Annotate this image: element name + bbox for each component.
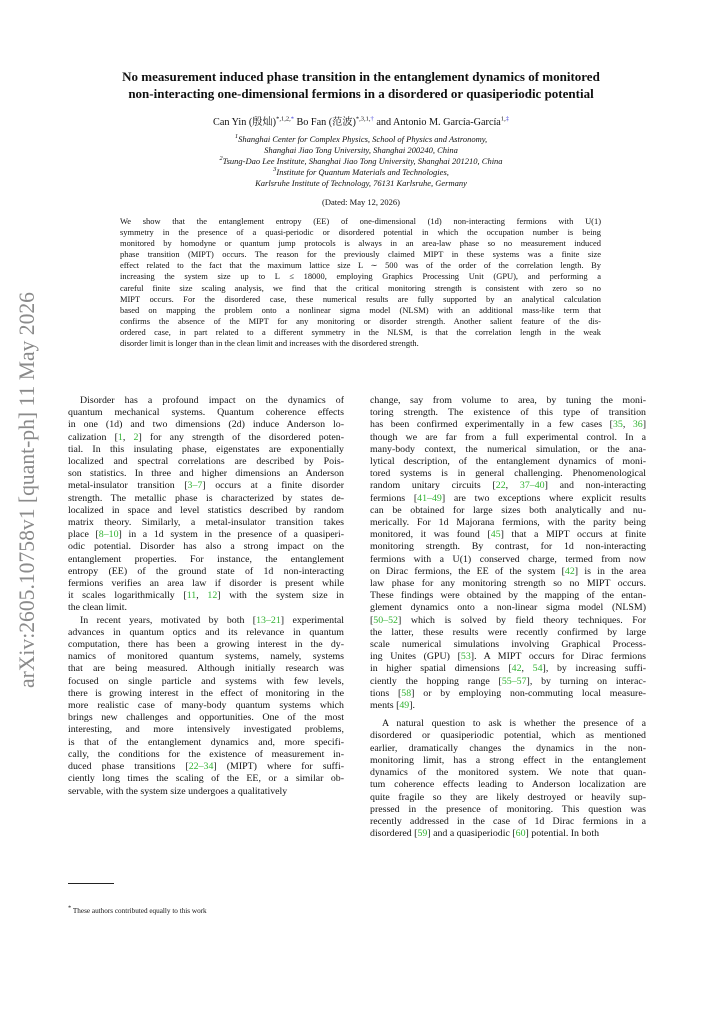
- body-column-right: [370, 395, 646, 840]
- body-text-line: random unitary circuits [22, 37–40] and non-interacting: [370, 480, 646, 492]
- body-text-line: the clean limit.: [68, 602, 127, 614]
- body-text-line: quantum mechanical systems. Quantum coherence effects: [68, 407, 344, 419]
- body-text-line: monitoring limit, has a strong effect in the entanglement: [370, 754, 646, 766]
- citation-link[interactable]: 3–7: [187, 480, 203, 492]
- body-text-line: localized and spectral correlations are described by Pois-: [68, 456, 344, 468]
- body-text-line: localized in space and level statistics described by random: [68, 504, 344, 516]
- body-text-line: entanglement properties. For instance, the entanglement: [68, 553, 344, 565]
- body-text-line: tum coherence effects leading to Anderson localization are: [370, 779, 646, 791]
- abstract-line: monitored by homodyne or quantum jump protocols is always in an area-law phase so no measurement induced: [120, 238, 601, 249]
- body-text-line: scale numerical simulations involving Graphical Process-: [370, 639, 646, 651]
- body-text-line: son statistics. In three and higher dimensions an Anderson: [68, 468, 344, 480]
- body-text-line: that are being measured. Although initially research was: [68, 663, 344, 675]
- body-text-line: many-body context, the numerical simulation, or the ana-: [370, 443, 646, 455]
- affiliation-line: Shanghai Center for Complex Physics, School of Physics and Astronomy,: [238, 134, 488, 144]
- body-text-line: Disorder has a profound impact on the dynamics of: [80, 395, 344, 406]
- body-column-left: [68, 395, 344, 798]
- body-text-line: law phase for any monitoring strength so no MIPT occurs.: [370, 578, 646, 590]
- body-text-line: tored systems is in general challenging. Phenomenological: [370, 468, 646, 480]
- abstract-line: ordered case, in part related to a different symmetry in the NLSM, is that the correlation length in the weak: [120, 326, 601, 337]
- citation-link[interactable]: 37–40: [519, 480, 545, 492]
- arxiv-id-text: arXiv:2605.10758v1 [quant-ph] 11 May 2026: [14, 284, 39, 688]
- abstract-line: MIPT occurs. For the disordered case, these numerical results are fully supported by an analytical calculation: [120, 293, 601, 304]
- body-text-line: merically. For 1d Majorana fermions, with the parity being: [370, 517, 646, 529]
- author-affiliation-marks: *,1,2,: [276, 115, 291, 123]
- abstract-line: based on mapping the problem onto a nonlinear sigma model (NLSM) with an additional mass-like term that: [120, 304, 601, 315]
- title-line: non-interacting one-dimensional fermions in a disordered or quasiperiodic potential: [128, 86, 594, 101]
- body-text-line: disordered or quasiperiodic potential, which as mentioned: [370, 730, 646, 742]
- affiliation-number: 2: [219, 155, 223, 163]
- body-text-line: monitored, it was found [45] that a MIPT occurs at finite: [370, 529, 646, 541]
- affiliations: [80, 134, 642, 189]
- body-text-line: more realistic case of many-body quantum systems which: [68, 700, 344, 712]
- body-text-line: toring strength. The existence of this type of transition: [370, 407, 646, 419]
- body-text-line: metal-insulator transition [3–7] occurs at a finite disorder: [68, 480, 344, 492]
- body-text-line: recently addressed in the case of 1d Dirac fermions in a: [370, 815, 646, 827]
- body-text-line: fermions [41–49] are two exceptions where explicit results: [370, 492, 646, 504]
- citation-link[interactable]: 1: [117, 431, 123, 443]
- body-text-line: ciently long times the scaling of the EE, or a similar ob-: [68, 773, 344, 785]
- title-line: No measurement induced phase transition in the entanglement dynamics of monitored: [122, 69, 600, 84]
- author-list: [80, 116, 642, 129]
- paper-title: [80, 68, 642, 102]
- body-text-line: matrix theory. Similarly, a metal-insulator transition takes: [68, 517, 344, 529]
- body-text-line: duced phase transitions [22–34] (MIPT) where for suffi-: [68, 761, 344, 773]
- citation-link[interactable]: 59: [417, 828, 428, 840]
- affiliation-number: 1: [234, 133, 239, 141]
- footnote-mark: *: [68, 904, 72, 912]
- affiliation-line: Institute for Quantum Materials and Technologies,: [276, 167, 449, 177]
- body-text-line: in higher spatial dimensions [42, 54], by increasing suffi-: [370, 663, 646, 675]
- body-text-line: earlier, dramatically changes the dynamics in the non-: [370, 742, 646, 754]
- author-link-mark[interactable]: †: [370, 115, 374, 123]
- author-link-mark[interactable]: *: [290, 115, 294, 123]
- affiliation-line: Shanghai Jiao Tong University, Shanghai 200240, China: [264, 145, 458, 155]
- body-text-line: strength. The metallic phase is characterized by states de-: [68, 492, 344, 504]
- citation-link[interactable]: 53: [460, 651, 471, 663]
- citation-link[interactable]: 60: [515, 828, 526, 840]
- body-text-line: interesting, and more intensively investigated problems,: [68, 724, 344, 736]
- body-text-line: dynamics of the monitored system. We note that quan-: [370, 767, 646, 779]
- citation-link[interactable]: 45: [490, 529, 501, 541]
- citation-link[interactable]: 42: [564, 565, 575, 577]
- dated-line: (Dated: May 12, 2026): [322, 197, 400, 207]
- author-name: Bo Fan (范波): [296, 117, 356, 128]
- author-name: and Antonio M. García-García: [376, 117, 501, 128]
- citation-link[interactable]: 22: [495, 480, 506, 492]
- body-text-line: servable, with the system size undergoes a qualitatively: [68, 785, 288, 797]
- body-text-line: focused on single particle and systems with few levels,: [68, 675, 344, 687]
- citation-link[interactable]: 8–10: [98, 529, 119, 541]
- author-name: Can Yin (殷灿): [213, 117, 277, 128]
- footnote-text: These authors contributed equally to this work: [71, 907, 207, 915]
- body-text-line: quite fragile so they are likely destroyed or heavily sup-: [370, 791, 646, 803]
- body-text-line: pressed in the presence of monitoring. This question was: [370, 803, 646, 815]
- citation-link[interactable]: 55–57: [501, 675, 527, 687]
- citation-link[interactable]: 54: [532, 663, 543, 675]
- citation-link[interactable]: 49: [399, 700, 410, 712]
- body-text-line: calization [1, 2] for any strength of the disordered poten-: [68, 431, 344, 443]
- body-text-line: tial. In this insulating phase, eigenstates are exponentially: [68, 443, 344, 455]
- author-affiliation-marks: 1,: [500, 115, 506, 123]
- body-text-line: lytical description, of the entanglement dynamics of moni-: [370, 456, 646, 468]
- body-text-line: change, say from volume to area, by tuning the moni-: [370, 395, 646, 406]
- citation-link[interactable]: 50–52: [373, 614, 398, 626]
- body-text-line: entropy (EE) of the ground state of 1d non-interacting: [68, 565, 344, 577]
- body-text-line: [50–52] which is solved by field theory techniques. For: [370, 614, 646, 626]
- abstract-line: disorder limit is longer than in the clean limit and increases with the disordered strength.: [120, 338, 419, 349]
- citation-link[interactable]: 35: [612, 419, 623, 431]
- body-text-line: ciently the hopping range [55–57], by turning on interac-: [370, 675, 646, 687]
- body-text-line: computation, there has been a growing interest in the dy-: [68, 639, 344, 651]
- body-text-line: A natural question to ask is whether the presence of a: [382, 718, 646, 730]
- author-link-mark[interactable]: ‡: [505, 115, 509, 123]
- body-text-line: on Dirac fermions, the EE of the system [42] is in the area: [370, 565, 646, 577]
- citation-link[interactable]: 42: [511, 663, 522, 675]
- body-text-line: ments [49].: [370, 700, 415, 712]
- citation-link[interactable]: 12: [207, 590, 218, 602]
- affiliation-line: Karlsruhe Institute of Technology, 76131 Karlsruhe, Germany: [255, 178, 467, 188]
- body-text-line: though we are far from a full experimental control. In a: [370, 431, 646, 443]
- affiliation-line: Tsung-Dao Lee Institute, Shanghai Jiao Tong University, Shanghai 201210, China: [222, 156, 503, 166]
- abstract-line: effect related to the fact that the maximum lattice size L ∼ 500 was of the order of the correlation length. By: [120, 260, 601, 271]
- body-text-line: cally, the conditions for the existence of measurement in-: [68, 748, 344, 760]
- author-affiliation-marks: *,3,1,: [355, 115, 371, 123]
- abstract-line: phase transition (MIPT) occurs. The reason for the previously claimed MIPT in these systems was a finite size: [120, 249, 601, 260]
- body-text-line: tions [58] or by employing non-commuting local measure-: [370, 687, 646, 699]
- body-text-line: can be obtained for large sizes both analytically and nu-: [370, 504, 646, 516]
- body-text-line: the latter, these results were recently confirmed by large: [370, 626, 646, 638]
- footnote-divider: [68, 883, 114, 884]
- body-text-line: These findings were obtained by the mapping of the entan-: [370, 590, 646, 602]
- body-text-line: place [8–10] in a 1d system in the presence of a quasiperi-: [68, 529, 344, 541]
- abstract-line: increasing the system size up to L ≤ 18000, employing Graphics Processing Unit (GPU), and performing a: [120, 271, 601, 282]
- citation-link[interactable]: 58: [401, 687, 412, 699]
- body-text-line: fermions verifies an area law if disorder is present while: [68, 578, 344, 590]
- body-text-line: odic potential. Disorder has also a strong impact on the: [68, 541, 344, 553]
- citation-link[interactable]: 36: [632, 419, 643, 431]
- citation-link[interactable]: 22–34: [188, 761, 214, 773]
- body-text-line: fermions with a U(1) conserved charge, termed from now: [370, 553, 646, 565]
- body-text-line: disordered [59] and a quasiperiodic [60] potential. In both: [370, 828, 600, 840]
- body-text-line: brings new challenges and opportunities. One of the most: [68, 712, 344, 724]
- arxiv-sidebar-stamp: [4, 284, 44, 690]
- body-text-line: namics of monitored quantum systems, namely, systems: [68, 651, 344, 663]
- citation-link[interactable]: 2: [133, 431, 139, 443]
- body-text-line: in one (1d) and two dimensions (2d) induce Anderson lo-: [68, 419, 344, 431]
- abstract-line: symmetry in the presence of a quasi-periodic or disordered potential in which the occupation number is being: [120, 227, 601, 238]
- citation-link[interactable]: 41–49: [417, 492, 442, 504]
- body-text-line: is that of the entanglement dynamics and, more specifi-: [68, 736, 344, 748]
- abstract: [120, 216, 601, 349]
- citation-link[interactable]: 11: [186, 590, 197, 602]
- body-text-line: glement dynamics onto a non-linear sigma model (NLSM): [370, 602, 646, 614]
- abstract-line: confirms the absence of the MIPT for any monitoring or disorder strength. Another salient feature of the dis-: [120, 315, 601, 326]
- affiliation-number: 3: [273, 166, 277, 174]
- body-text-line: In recent years, motivated by both [13–21] experimental: [80, 614, 344, 626]
- body-text-line: has been confirmed experimentally in a few cases [35, 36]: [370, 419, 646, 431]
- footnote: [68, 904, 207, 915]
- body-text-line: ing Unites (GPU) [53]. A MIPT occurs for Dirac fermions: [370, 651, 646, 663]
- body-text-line: monitoring strength. By contrast, for 1d non-interacting: [370, 541, 646, 553]
- body-text-line: there is growing interest in the effect of monitoring in the: [68, 687, 344, 699]
- abstract-line: careful finite size scaling analysis, we find that the critical monitoring strength is consistent with zero so no: [120, 282, 601, 293]
- abstract-line: We show that the entanglement entropy (EE) of one-dimensional (1d) non-interacting fermions with U(1): [120, 216, 601, 226]
- body-text-line: advances in quantum optics and its relevance in quantum: [68, 626, 344, 638]
- citation-link[interactable]: 13–21: [256, 614, 281, 626]
- body-text-line: it scales logarithmically [11, 12] with the system size in: [68, 590, 344, 602]
